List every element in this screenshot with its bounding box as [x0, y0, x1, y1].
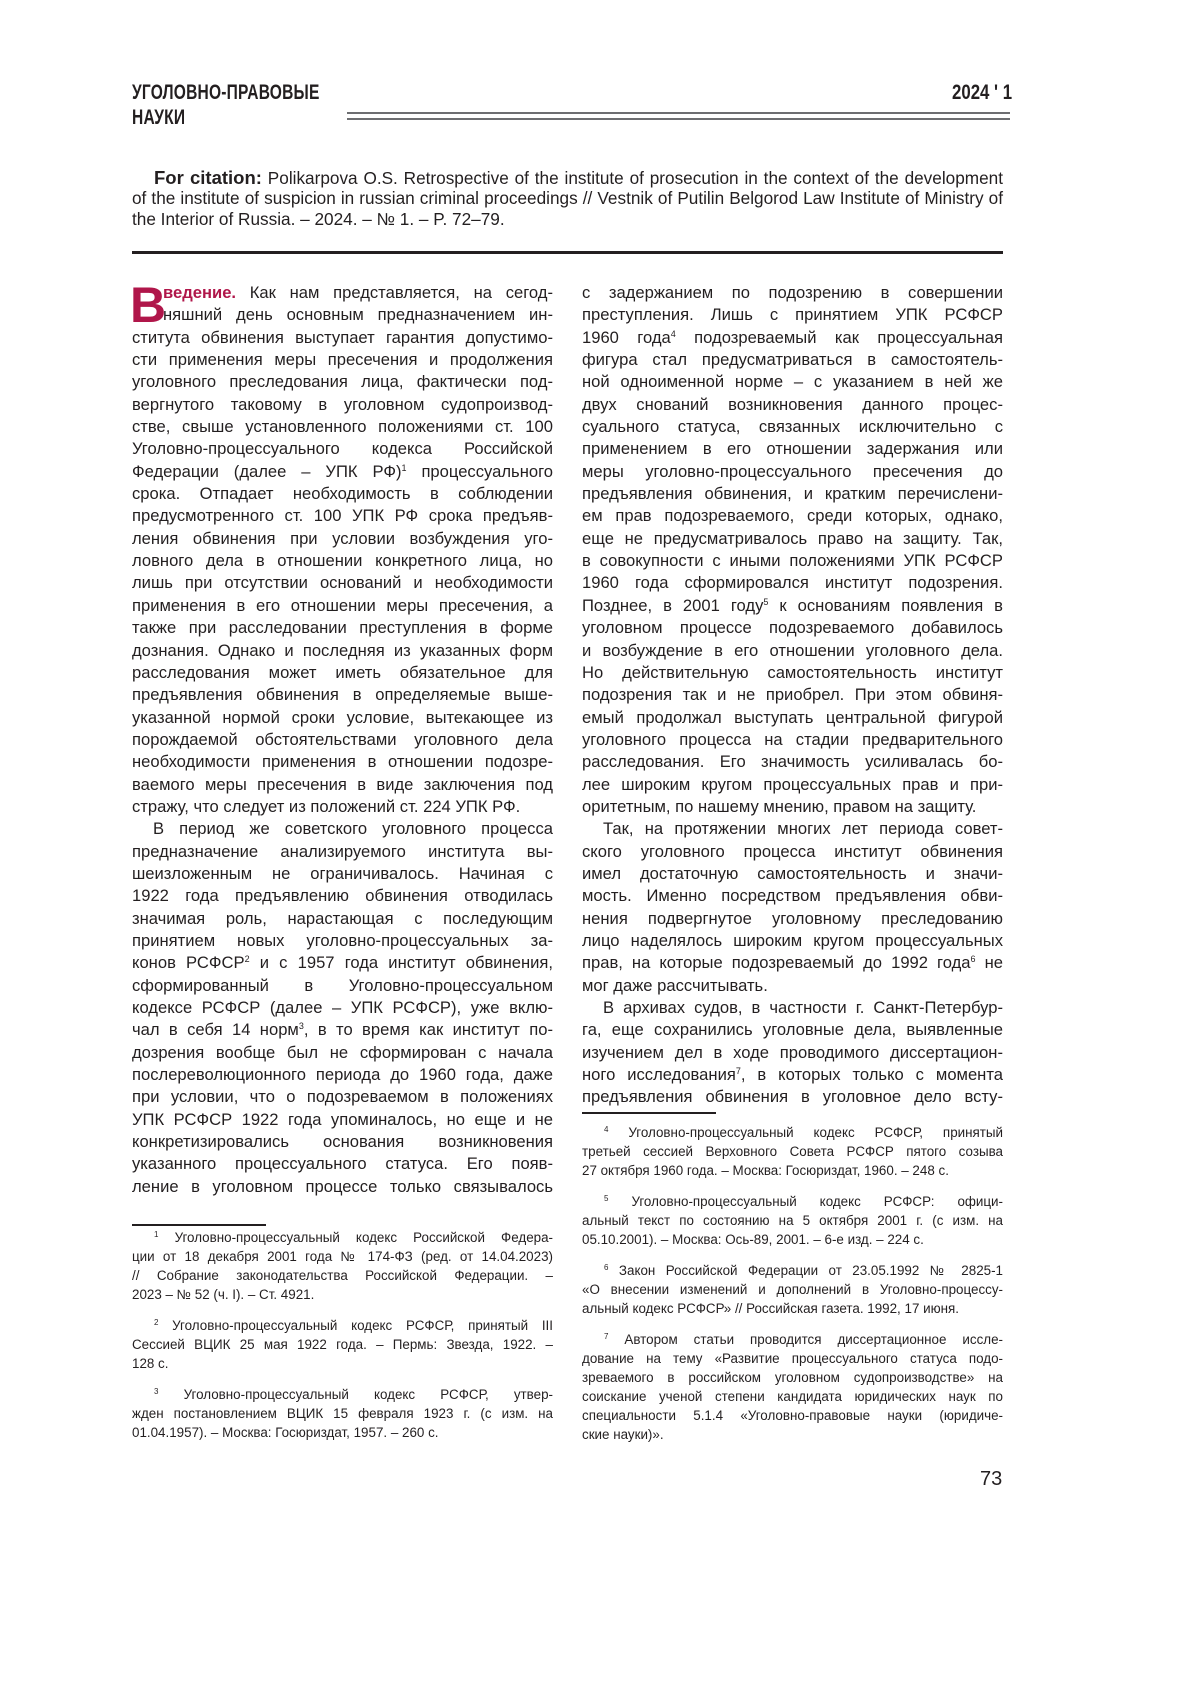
footnote-separator-right: [582, 1112, 716, 1114]
text-line: 05.10.2001). – Москва: Ось-89, 2001. – 6-е изд. – 224 с.: [582, 1230, 1003, 1249]
footnote-ref: 2: [154, 1318, 158, 1327]
citation-text: Polikarpova O.S. Retrospective of the institute of prosecution in the context of the development of the institute of suspicion in russian criminal proceedings // Vestnik of Putilin Belgorod Law Institute of Ministry of the Interior of Russia. – 2024. – № 1. – P. 72–79.: [132, 168, 1003, 229]
text-line: послереволюционного периода до 1960 года, даже: [132, 1064, 553, 1086]
text-line: дование на тему «Развитие процессуального статуса подо-: [582, 1349, 1003, 1368]
text-line: стве, свыше установленного положениями ст. 100: [132, 416, 553, 438]
text-line: кодексе РСФСР (далее – УПК РСФСР), уже вклю-: [132, 997, 553, 1019]
footnote-ref: 3: [299, 1021, 304, 1031]
text-line: лицо наделялось широким кругом процессуальных: [582, 930, 1003, 952]
text-line: 128 с.: [132, 1354, 553, 1373]
footnote-separator-left: [132, 1224, 266, 1226]
text-line: применения в его отношении меры пресечения, а: [132, 595, 553, 617]
footnote-ref: 6: [604, 1263, 608, 1272]
text-line: емый продолжал выступать центральной фигурой: [582, 707, 1003, 729]
text-line: 1960 года4 подозреваемый как процессуальная: [582, 327, 1003, 349]
text-line: га, еще сохранились уголовные дела, выявленные: [582, 1019, 1003, 1041]
footnote-ref: 6: [971, 954, 976, 964]
text-line: Сессией ВЦИК 25 мая 1922 года. – Пермь: Звезда, 1922. –: [132, 1335, 553, 1354]
text-line: суального статуса, связанных исключительно с: [582, 416, 1003, 438]
right-column: [582, 282, 1003, 1109]
text-line: чал в себя 14 норм3, в то время как институт по-: [132, 1019, 553, 1041]
text-line: двух снований возникновения данного процес-: [582, 394, 1003, 416]
text-line: 1960 года сформировался институт подозрения.: [582, 572, 1003, 594]
drop-cap: В: [130, 283, 166, 327]
lead-word: ведение.: [163, 283, 236, 302]
text-line: 3 Уголовно-процессуальный кодекс РСФСР, утвер-: [132, 1385, 553, 1404]
footnote-ref: 4: [604, 1125, 608, 1134]
text-line: дозрения вообще был не сформирован с начала: [132, 1042, 553, 1064]
journal-section-title: [132, 80, 320, 130]
text-line: шеизложенным не ограничивалось. Начиная с: [132, 863, 553, 885]
text-line: дознания. Однако и последняя из указанных форм: [132, 640, 553, 662]
text-line: В архивах судов, в частности г. Санкт-Петербур-: [582, 997, 1003, 1019]
text-line: применением в его отношении задержания или: [582, 438, 1003, 460]
footnote: [132, 1228, 553, 1304]
citation-label: For citation:: [154, 167, 262, 188]
text-line: няшний день основным предназначением ин-: [132, 304, 553, 326]
text-line: сти применения меры пресечения и продолжения: [132, 349, 553, 371]
text-line: Но действительную самостоятельность институт: [582, 662, 1003, 684]
text-line: альный текст по состоянию на 5 октября 2001 г. (с изм. на: [582, 1211, 1003, 1230]
text-line: принятием новых уголовно-процессуальных за-: [132, 930, 553, 952]
text-line: сформированный в Уголовно-процессуальном: [132, 975, 553, 997]
footnote-ref: 7: [604, 1332, 608, 1341]
text-line: соискание ученой степени кандидата юридических наук по: [582, 1387, 1003, 1406]
text-line: ститута обвинения выступает гарантия допустимо-: [132, 327, 553, 349]
text-line: нения подвергнутое уголовному преследованию: [582, 908, 1003, 930]
text-line: 7 Автором статьи проводится диссертационное иссле-: [582, 1330, 1003, 1349]
footnote: [132, 1316, 553, 1373]
text-line: ем прав подозреваемого, среди которых, однако,: [582, 505, 1003, 527]
text-line: срока. Отпадает необходимость в соблюдении: [132, 483, 553, 505]
text-line: конов РСФСР2 и с 1957 года институт обвинения,: [132, 952, 553, 974]
section-title-line-2: НАУКИ: [132, 105, 320, 130]
text-line: предъявления обвинения, и кратким перечислени-: [582, 483, 1003, 505]
text-line: «О внесении изменений и дополнений в Уголовно-процессу-: [582, 1280, 1003, 1299]
paragraph: [132, 818, 553, 1198]
text-line: специальности 5.1.4 «Уголовно-правовые науки (юридиче-: [582, 1406, 1003, 1425]
text-line: уголовного процесса на стадии предварительного: [582, 729, 1003, 751]
issue-number: 2024 ' 1: [952, 80, 1012, 105]
text-line: предъявления обвинения в определяемые выше-: [132, 684, 553, 706]
text-line: расследования может иметь обязательное для: [132, 662, 553, 684]
paragraph: [582, 997, 1003, 1109]
text-line: Позднее, в 2001 году5 к основаниям появления в: [582, 595, 1003, 617]
text-line: 2023 – № 52 (ч. I). – Ст. 4921.: [132, 1285, 553, 1304]
text-line: ления обвинения при условии возбуждения уго-: [132, 528, 553, 550]
text-line: прав, на которые подозреваемый до 1992 года6 не: [582, 952, 1003, 974]
text-line: ского уголовного процесса институт обвинения: [582, 841, 1003, 863]
footnote: [582, 1261, 1003, 1318]
paragraph: [132, 282, 553, 818]
text-line: уголовного преследования лица, фактически под-: [132, 371, 553, 393]
section-title-line-1: УГОЛОВНО-ПРАВОВЫЕ: [132, 80, 320, 105]
text-line: изучением дел в ходе проводимого диссертацион-: [582, 1042, 1003, 1064]
page-number: 73: [980, 1468, 1002, 1491]
text-line: лее широким кругом процессуальных прав и при-: [582, 774, 1003, 796]
footnote-ref: 4: [671, 329, 676, 339]
header-rule-bottom: [347, 118, 1010, 120]
text-line: ции от 18 декабря 2001 года № 174-ФЗ (ред. от 14.04.2023): [132, 1247, 553, 1266]
footnote: [582, 1330, 1003, 1444]
text-line: порождаемой обстоятельствами уголовного дела: [132, 729, 553, 751]
header-rule-top: [347, 112, 1010, 114]
footnote-ref: 5: [604, 1194, 608, 1203]
footnote-ref: 2: [245, 954, 250, 964]
footnote-ref: 1: [402, 463, 407, 473]
text-line: мог даже рассчитывать.: [582, 975, 1003, 997]
text-line: расследования. Его значимость усиливалась бо-: [582, 751, 1003, 773]
footnotes-right: [582, 1123, 1003, 1456]
text-line: оритетным, по нашему мнению, правом на защиту.: [582, 796, 1003, 818]
footnote-ref: 3: [154, 1387, 158, 1396]
text-line: преступления. Лишь с принятием УПК РСФСР: [582, 304, 1003, 326]
text-line: ной одноименной норме – с указанием в ней же: [582, 371, 1003, 393]
text-line: ловного дела в отношении конкретного лица, но: [132, 550, 553, 572]
text-line: предназначение анализируемого института вы-: [132, 841, 553, 863]
text-line: в совокупности с иными положениями УПК РСФСР: [582, 550, 1003, 572]
text-line: имел достаточную самостоятельность и значи-: [582, 863, 1003, 885]
text-line: 5 Уголовно-процессуальный кодекс РСФСР: офици-: [582, 1192, 1003, 1211]
text-line: лишь при отсутствии оснований и необходимости: [132, 572, 553, 594]
text-line: стражу, что следует из положений ст. 224 УПК РФ.: [132, 796, 553, 818]
text-line: необходимости применения в отношении подозре-: [132, 751, 553, 773]
text-line: 27 октября 1960 года. – Москва: Госюриздат, 1960. – 248 с.: [582, 1161, 1003, 1180]
footnote-ref: 7: [736, 1066, 741, 1076]
footnote: [582, 1123, 1003, 1180]
text-line: предъявления обвинения в уголовное дело всту-: [582, 1086, 1003, 1108]
text-line: ного исследования7, в которых только с момента: [582, 1064, 1003, 1086]
text-line: 6 Закон Российской Федерации от 23.05.1992 № 2825-1: [582, 1261, 1003, 1280]
text-line: ление в уголовном процессе только связывалось: [132, 1176, 553, 1198]
footnote: [582, 1192, 1003, 1249]
text-line: УПК РСФСР 1922 года упоминалось, но еще и не: [132, 1109, 553, 1131]
text-line: меры уголовно-процессуального пресечения до: [582, 461, 1003, 483]
text-line: третьей сессией Верховного Совета РСФСР пятого созыва: [582, 1142, 1003, 1161]
footnote-ref: 1: [154, 1230, 158, 1239]
footnote-ref: 5: [763, 597, 768, 607]
paragraph: [582, 282, 1003, 818]
left-column: [132, 282, 553, 1198]
text-line: еще не предусматривалось право на защиту. Так,: [582, 528, 1003, 550]
text-line: вергнутого таковому в уголовном судопроизвод-: [132, 394, 553, 416]
text-line: также при расследовании преступления в форме: [132, 617, 553, 639]
text-line: ские науки)».: [582, 1425, 1003, 1444]
text-line: уголовном процессе подозреваемого добавилось: [582, 617, 1003, 639]
text-line: 1922 года предъявлению обвинения отводилась: [132, 885, 553, 907]
text-line: Так, на протяжении многих лет периода совет-: [582, 818, 1003, 840]
text-line: мость. Именно посредством предъявления обви-: [582, 885, 1003, 907]
text-line: значимая роль, нарастающая с последующим: [132, 908, 553, 930]
text-line: В период же советского уголовного процесса: [132, 818, 553, 840]
text-line: 4 Уголовно-процессуальный кодекс РСФСР, принятый: [582, 1123, 1003, 1142]
text-line: жден постановлением ВЦИК 15 февраля 1923 г. (с изм. на: [132, 1404, 553, 1423]
text-line: 1 Уголовно-процессуальный кодекс Российской Федера-: [132, 1228, 553, 1247]
text-line: указанного процессуального статуса. Его появ-: [132, 1153, 553, 1175]
text-line: Уголовно-процессуального кодекса Российской: [132, 438, 553, 460]
footnote: [132, 1385, 553, 1442]
text-line: при условии, что о подозреваемом в положениях: [132, 1086, 553, 1108]
text-line: указанной нормой сроки условие, вытекающее из: [132, 707, 553, 729]
text-line: ваемого меры пресечения в виде заключения под: [132, 774, 553, 796]
footnotes-left: [132, 1228, 553, 1454]
text-line: и возбуждение в его отношении уголовного дела.: [582, 640, 1003, 662]
text-line: альный кодекс РСФСР» // Российская газета. 1992, 17 июня.: [582, 1299, 1003, 1318]
text-line: 01.04.1957). – Москва: Госюриздат, 1957. – 260 с.: [132, 1423, 553, 1442]
paragraph: [582, 818, 1003, 997]
text-line: конкретизировались основания возникновения: [132, 1131, 553, 1153]
text-line: фигура стал предусматриваться в самостоятель-: [582, 349, 1003, 371]
text-line: подозрения так и не приобрел. При этом обвиня-: [582, 684, 1003, 706]
citation-divider: [132, 251, 1003, 254]
text-line: ведение. Как нам представляется, на сегод-: [132, 282, 553, 304]
citation-block: [132, 168, 1003, 229]
text-line: предусмотренного ст. 100 УПК РФ срока предъяв-: [132, 505, 553, 527]
text-line: Федерации (далее – УПК РФ)1 процессуального: [132, 461, 553, 483]
text-line: // Собрание законодательства Российской Федерации. –: [132, 1266, 553, 1285]
text-line: с задержанием по подозрению в совершении: [582, 282, 1003, 304]
text-line: 2 Уголовно-процессуальный кодекс РСФСР, принятый III: [132, 1316, 553, 1335]
text-line: зреваемого в российском уголовном судопроизводстве» на: [582, 1368, 1003, 1387]
